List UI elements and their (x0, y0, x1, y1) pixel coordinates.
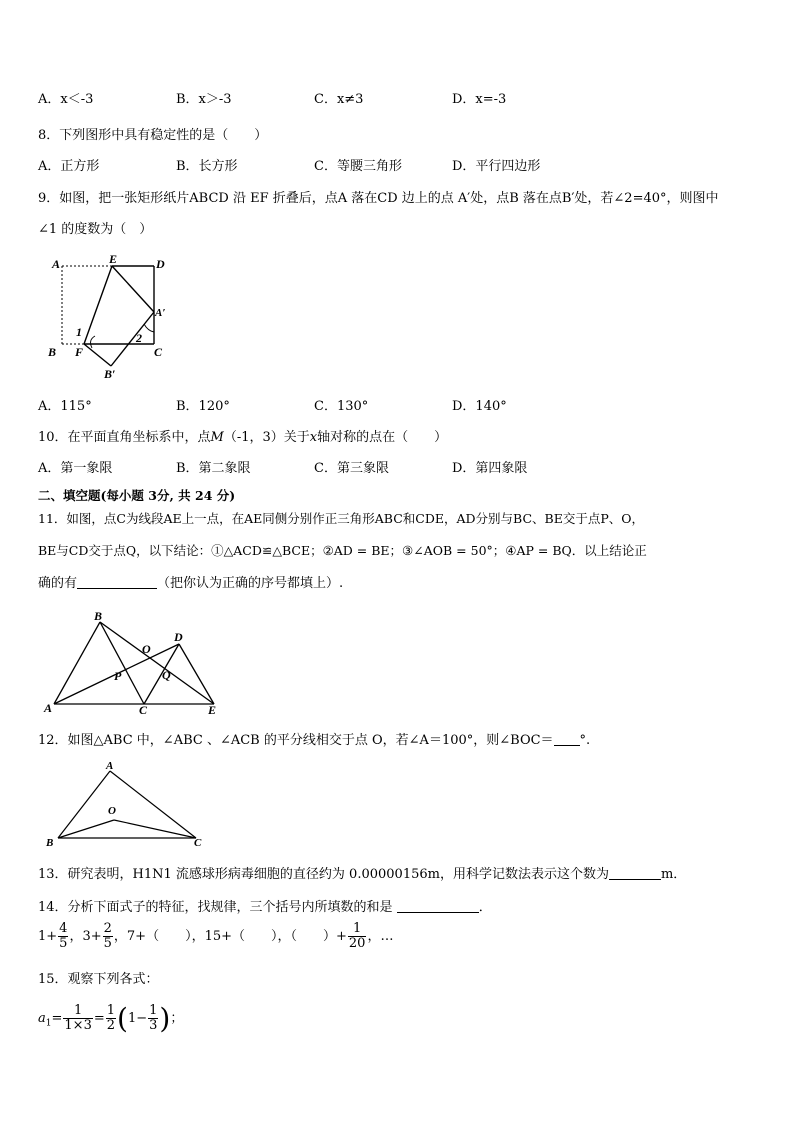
q9-option-b: B．120° (176, 399, 230, 414)
q7-option-c: C．x≠3 (314, 92, 364, 107)
q11-line1: 11．如图，点C为线段AE上一点，在AE同侧分别作正三角形ABC和CDE，AD分别与BC、BE交于点P、O， (38, 511, 644, 526)
q9-stem-line1: 9．如图，把一张矩形纸片ABCD 沿 EF 折叠后，点A 落在CD 边上的点 A′处，点B 落在点B′处，若∠2=40°，则图中 (38, 191, 719, 206)
q9-label-a-prime: A′ (155, 307, 166, 319)
q8-option-b: B．长方形 (176, 159, 238, 174)
q10-option-b: B．第二象限 (176, 461, 251, 476)
q13-stem (38, 863, 686, 882)
q14-frac2-num: 2 (103, 921, 112, 936)
q14-fraction-2 (103, 922, 113, 951)
q14-mid: ，7+（ ），15+（ ），（ ）+ (113, 929, 347, 944)
q15-fraction-3 (148, 1004, 158, 1033)
q9-option-d: D．140° (452, 399, 507, 414)
q15-end: ； (170, 1011, 184, 1026)
q14-frac3-num: 1 (348, 922, 367, 937)
q13-answer-blank[interactable] (609, 879, 661, 880)
q14-frac2-den: 5 (103, 936, 112, 951)
q15-fraction-2 (106, 1004, 116, 1033)
q9-option-a: A．115° (38, 399, 92, 414)
q12-label-a: A (106, 760, 114, 772)
q14-frac1-den: 5 (59, 936, 68, 951)
q9-label-b-prime: B′ (104, 367, 116, 378)
q15-f1-den: 1×3 (64, 1018, 92, 1033)
q15-inner: 1− (127, 1011, 148, 1026)
q12-figure (40, 758, 210, 850)
q14-fraction-3 (348, 922, 367, 951)
q14-fraction-1 (58, 922, 68, 951)
q7-option-b: B．x＞-3 (176, 92, 232, 107)
q10-axis-x: x (309, 430, 318, 445)
q9-label-f: F (75, 345, 84, 359)
q12-stem (38, 729, 590, 748)
q12-label-c: C (194, 837, 202, 849)
q11-line3 (38, 572, 343, 591)
q15-a: a (38, 1011, 46, 1026)
q9-label-a: A (52, 257, 61, 271)
q11-label-p: P (114, 669, 122, 683)
q14-stem-a: 14．分析下面式子的特征，找规律，三个括号内所填数的和是 (38, 900, 393, 915)
q9-angle-2: 2 (136, 331, 142, 345)
q9-label-c: C (154, 345, 163, 359)
q10-option-c: C．第三象限 (314, 461, 389, 476)
q15-eq-2: = (93, 1011, 105, 1026)
q11-label-e: E (208, 703, 217, 716)
q9-angle-1: 1 (76, 325, 82, 339)
q15-paren-close: ) (159, 1002, 171, 1035)
q8-option-c: C．等腰三角形 (314, 159, 402, 174)
q10-stem-part-b: （-1，3）关于 (223, 430, 310, 445)
q9-label-b: B (48, 345, 57, 359)
q14-frac1-num: 4 (59, 921, 68, 936)
q11-answer-blank[interactable] (77, 588, 157, 589)
q15-f2-num: 1 (106, 1003, 116, 1018)
q11-line3-a: 确的有 (38, 576, 78, 591)
q14-sequence (38, 922, 393, 951)
q8-stem: 8．下列图形中具有稳定性的是（ ） (38, 128, 268, 143)
q14-stem (38, 896, 492, 915)
q7-option-a: A．x＜-3 (38, 92, 94, 107)
q13-stem-b: m． (660, 867, 687, 882)
q11-line2: BE与CD交于点Q，以下结论：①△ACD≌△BCE；②AD = BE；③∠AOB = 50°；④AP = BQ．以上结论正 (38, 543, 647, 558)
q10-stem (38, 426, 447, 445)
q10-option-a: A．第一象限 (38, 461, 113, 476)
q7-option-d: D．x=-3 (452, 92, 507, 107)
q10-stem-part-a: 10．在平面直角坐标系中，点 (38, 430, 211, 445)
q15-formula-a1 (38, 1002, 183, 1035)
q11-figure (38, 608, 228, 716)
q15-fraction-1 (63, 1004, 92, 1033)
q15-stem: 15．观察下列各式： (38, 972, 159, 987)
q12-stem-b: °. (579, 733, 591, 748)
q10-point-m: M (210, 430, 224, 445)
q15-f3-num: 1 (149, 1003, 158, 1018)
q9-label-d: D (156, 257, 165, 271)
q8-option-d: D．平行四边形 (452, 159, 541, 174)
q14-tail: ，… (367, 929, 394, 944)
q12-answer-blank[interactable] (554, 745, 580, 746)
q12-stem-a: 12．如图△ABC 中，∠ABC 、∠ACB 的平分线相交于点 O，若∠A＝100°，则∠BOC＝ (38, 733, 554, 748)
q11-label-d: D (174, 630, 183, 644)
q15-paren-open: ( (117, 1002, 128, 1035)
q14-frac3-den: 20 (348, 936, 366, 951)
q11-label-q: Q (162, 668, 171, 682)
q13-stem-a: 13．研究表明，H1N1 流感球形病毒细胞的直径约为 0.00000156m，用科学记数法表示这个数为 (38, 867, 609, 882)
q9-label-e: E (109, 252, 118, 266)
q9-option-c: C．130° (314, 399, 369, 414)
q10-option-d: D．第四象限 (452, 461, 528, 476)
q11-label-o: O (142, 642, 151, 656)
q11-label-b: B (94, 609, 103, 623)
q15-eq-1: = (51, 1011, 63, 1026)
q14-seq-1: 1+ (38, 929, 58, 944)
q15-f3-den: 3 (149, 1018, 158, 1033)
q9-figure (44, 252, 174, 378)
q11-label-c: C (139, 703, 148, 716)
q14-sep-1: ，3+ (69, 929, 102, 944)
q11-line3-b: （把你认为正确的序号都填上）. (157, 576, 344, 591)
q11-label-a: A (44, 701, 53, 715)
q15-a-sub: 1 (45, 1018, 52, 1029)
q8-option-a: A．正方形 (38, 159, 100, 174)
q12-label-o: O (108, 805, 116, 817)
q14-answer-blank[interactable] (397, 912, 479, 913)
q9-stem-line2: ∠1 的度数为（ ） (38, 222, 153, 237)
q10-stem-part-c: 轴对称的点在（ ） (317, 430, 448, 445)
q15-f2-den: 2 (106, 1018, 116, 1033)
q12-label-b: B (46, 837, 54, 849)
q15-f1-num: 1 (63, 1004, 92, 1019)
q14-stem-b: ． (478, 900, 492, 915)
section-2-title: 二、填空题(每小题 3分, 共 24 分) (38, 488, 236, 503)
